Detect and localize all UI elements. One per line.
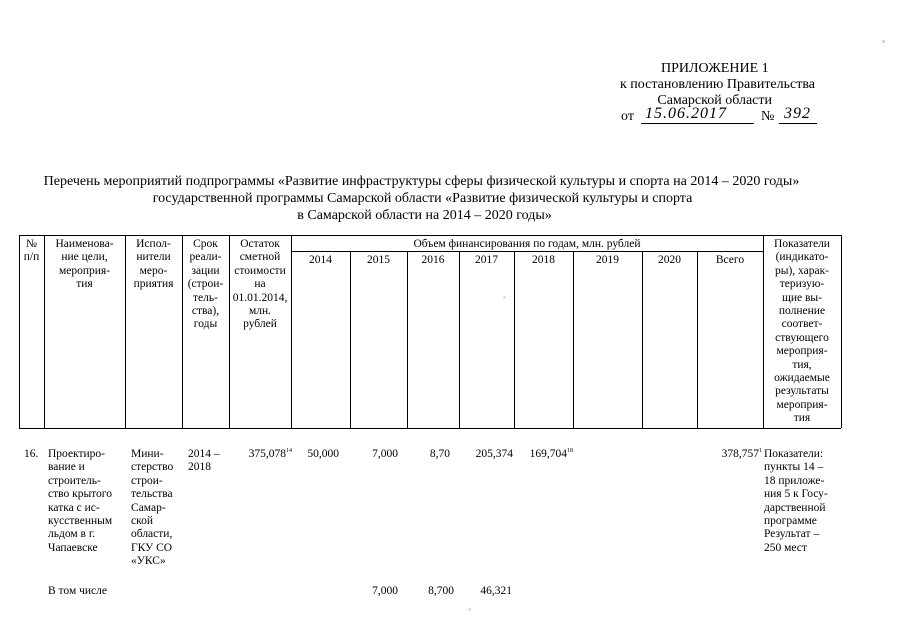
header-year-2020: 2020 xyxy=(658,254,681,266)
handwritten-number: 392 xyxy=(784,105,811,122)
title-line-3: в Самарской области на 2014 – 2020 годы» xyxy=(297,208,552,223)
header-bottom-border xyxy=(19,428,841,429)
subrow-2015: 7,000 xyxy=(372,585,398,597)
subrow-label: В том числе xyxy=(48,585,107,597)
scan-dot-2 xyxy=(503,296,506,299)
row-2017: 205,374 xyxy=(475,448,513,460)
header-funding: Объем финансирования по годам, млн. рублей xyxy=(413,238,641,250)
row-remaining-cost xyxy=(229,448,292,461)
header-year-2018: 2018 xyxy=(532,254,555,266)
row-remaining-cost-value: 375,078 xyxy=(248,448,286,460)
header-year-2017: 2017 xyxy=(475,254,498,266)
number-underline xyxy=(779,123,817,124)
col-border-14 xyxy=(841,235,842,428)
document-title xyxy=(0,173,905,224)
header-year-2014: 2014 xyxy=(309,254,332,266)
col-border-6 xyxy=(350,251,351,428)
header-indicators: Показатели (индикато- ры), харак- теризую- щие вы- полнение соответ- ствующего мероприя- тия, ожидаемые результаты мероприя- тия xyxy=(774,238,830,425)
scan-dot-3 xyxy=(468,608,471,611)
col-border-8 xyxy=(459,251,460,428)
row-2018-value: 169,704 xyxy=(529,448,567,460)
row-indicators: Показатели: пункты 14 – 18 приложе- ния 5 к Госу- дарственной программе Результат – 250 мест xyxy=(764,448,828,554)
header-remaining-cost: Остаток сметной стоимости на 01.01.2014, млн. рублей xyxy=(232,238,288,331)
annex-decree: к постановлению Правительства xyxy=(619,77,815,92)
col-border-12 xyxy=(697,251,698,428)
header-name: Наименова- ние цели, мероприя- тия xyxy=(55,238,114,291)
subrow-2016: 8,700 xyxy=(428,585,454,597)
row-term: 2014 – 2018 xyxy=(188,448,220,474)
row-remaining-cost-footnote: 14 xyxy=(286,448,292,454)
row-2015: 7,000 xyxy=(372,448,398,460)
row-2016: 8,70 xyxy=(429,448,450,460)
annex-title: ПРИЛОЖЕНИЕ 1 xyxy=(661,61,769,76)
annex-date-line xyxy=(621,105,821,129)
number-prefix: № xyxy=(761,109,775,124)
row-total xyxy=(697,448,762,461)
col-border-7 xyxy=(407,251,408,428)
handwritten-date: 15.06.2017 xyxy=(645,105,727,122)
row-number: 16. xyxy=(24,448,39,460)
col-border-9 xyxy=(514,251,515,428)
row-name: Проектиро- вание и строитель- ство крытого катка с ис- кусственным льдом в г. Чапаевске xyxy=(48,448,113,554)
header-year-2019: 2019 xyxy=(596,254,619,266)
header-total: Всего xyxy=(715,254,745,266)
row-total-footnote: 1 xyxy=(759,448,762,454)
date-prefix: от xyxy=(621,109,634,124)
title-line-1: Перечень мероприятий подпрограммы «Развитие инфраструктуры сферы физической культуры и спорта на 2014 – 2020 годы» xyxy=(43,174,800,189)
row-2018 xyxy=(514,448,573,461)
row-2018-footnote: 18 xyxy=(567,448,573,454)
subrow-2017: 46,321 xyxy=(480,585,512,597)
col-border-11 xyxy=(642,251,643,428)
row-2014: 50,000 xyxy=(307,448,339,460)
annex-block xyxy=(560,61,815,109)
date-underline xyxy=(641,123,754,124)
header-year-2015: 2015 xyxy=(367,254,390,266)
header-term: Срок реали- зации (строи- тель- ства), годы xyxy=(187,238,224,331)
header-year-2016: 2016 xyxy=(421,254,445,266)
header-num: № п/п xyxy=(23,238,40,264)
row-total-value: 378,757 xyxy=(721,448,759,460)
header-executors: Испол- нители меро- приятия xyxy=(133,238,174,291)
annex-region: Самарской области xyxy=(657,93,772,108)
row-executors: Мини- стерство строи- тельства Самар- ской области, ГКУ СО «УКС» xyxy=(131,448,174,568)
title-line-2: государственной программы Самарской области «Развитие физической культуры и спорта xyxy=(152,191,693,206)
table-top-border xyxy=(19,235,841,236)
col-border-10 xyxy=(573,251,574,428)
scan-dot xyxy=(882,40,885,43)
